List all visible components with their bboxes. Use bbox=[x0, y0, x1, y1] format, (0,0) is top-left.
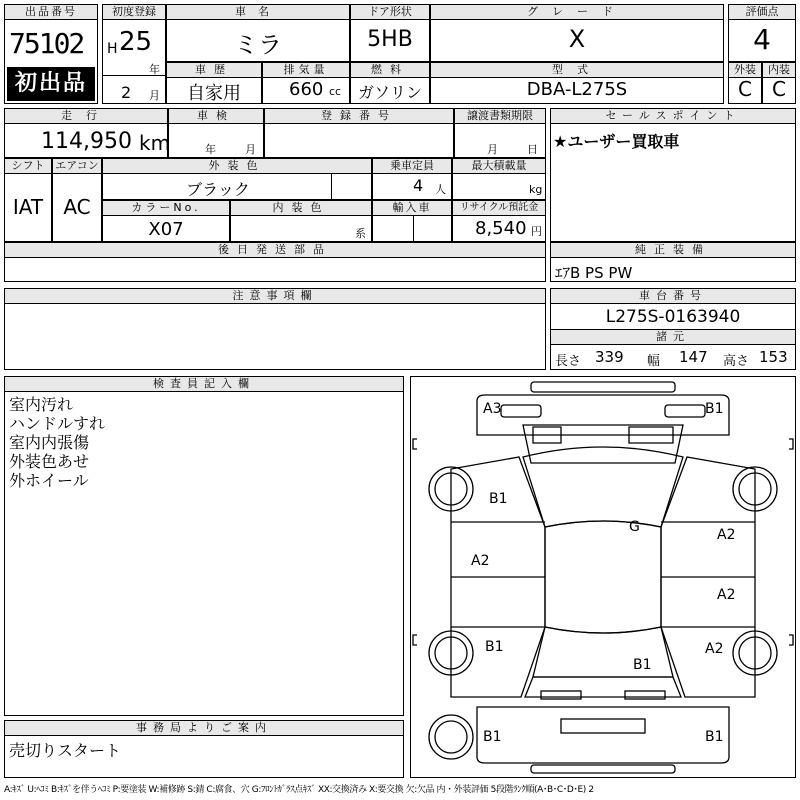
dims-label: 諸元 bbox=[551, 329, 795, 345]
note-line: ハンドルすれ bbox=[9, 414, 106, 433]
length-label: 長さ bbox=[555, 354, 582, 369]
equipment-label: 純正装備 bbox=[551, 243, 795, 258]
transfer-cell bbox=[454, 108, 546, 158]
equipment-text: ｴｱB PS PW bbox=[555, 264, 633, 282]
damage-code: B1 bbox=[489, 491, 508, 507]
inspector-cell bbox=[4, 376, 404, 716]
mileage-cell bbox=[4, 108, 171, 158]
damage-code: G bbox=[629, 519, 640, 535]
reg-number-label: 登録番号 bbox=[265, 109, 453, 124]
seats: 4 bbox=[413, 176, 424, 195]
chassis-number: L275S-0163940 bbox=[605, 307, 741, 327]
score-label: 評価点 bbox=[729, 5, 795, 20]
color-no: X07 bbox=[148, 219, 184, 240]
damage-code: B1 bbox=[705, 401, 724, 417]
later-parts-label: 後日発送部品 bbox=[5, 243, 545, 258]
damage-code: B1 bbox=[485, 639, 504, 655]
transfer-day-unit: 日 bbox=[527, 143, 538, 156]
door-type: 5HB bbox=[367, 27, 413, 52]
ac-label: エアコン bbox=[53, 159, 101, 174]
score-cell bbox=[728, 4, 796, 62]
inspection-cell bbox=[168, 108, 264, 158]
note-line: 室内汚れ bbox=[9, 395, 74, 414]
seats-cell bbox=[372, 158, 452, 200]
office-text: 売切りスタート bbox=[9, 741, 122, 760]
car-name-label: 車名 bbox=[167, 5, 349, 20]
damage-code: A2 bbox=[705, 641, 724, 657]
history-cell bbox=[166, 62, 262, 104]
notice-label: 注意事項欄 bbox=[5, 289, 545, 304]
color-cell bbox=[102, 158, 372, 200]
damage-code: B1 bbox=[633, 657, 652, 673]
lot-box bbox=[4, 4, 98, 104]
ac: AC bbox=[63, 195, 91, 219]
width-label: 幅 bbox=[647, 354, 661, 369]
shift-label: シフト bbox=[5, 159, 51, 174]
shift-cell bbox=[4, 158, 52, 242]
car-outline-diagram bbox=[411, 377, 795, 777]
import-label: 輸入車 bbox=[373, 201, 451, 216]
sales-point-label: セールスポイント bbox=[551, 109, 795, 124]
model-cell bbox=[430, 62, 724, 104]
fuel-cell bbox=[350, 62, 430, 104]
recycle-label: リサイクル預託金 bbox=[453, 201, 545, 216]
damage-code: A2 bbox=[471, 553, 490, 569]
first-listing-badge: 初出品 bbox=[7, 67, 95, 101]
transfer-month-unit: 月 bbox=[487, 143, 498, 156]
equipment-cell bbox=[550, 242, 796, 282]
grade-label: グレード bbox=[431, 5, 723, 20]
damage-code: A3 bbox=[483, 401, 502, 417]
sales-point-text: ★ユーザー買取車 bbox=[553, 132, 680, 151]
insp-year-unit: 年 bbox=[205, 143, 216, 156]
grade-cell bbox=[430, 4, 724, 62]
recycle-cell bbox=[452, 200, 546, 242]
height: 153 bbox=[759, 348, 788, 366]
displacement-unit: cc bbox=[329, 85, 342, 98]
inspection-label: 車検 bbox=[169, 109, 263, 124]
load-cell bbox=[452, 158, 546, 200]
recycle-unit: 円 bbox=[531, 225, 542, 238]
color-no-cell bbox=[102, 200, 230, 242]
shift: IAT bbox=[12, 195, 44, 219]
damage-diagram bbox=[410, 376, 796, 778]
int-cell bbox=[762, 62, 796, 104]
displacement-cell bbox=[262, 62, 350, 104]
damage-code: A2 bbox=[717, 527, 736, 543]
ext-grade: C bbox=[738, 77, 752, 101]
transfer-label: 譲渡書類期限 bbox=[455, 109, 545, 124]
mileage-unit: km bbox=[139, 131, 171, 155]
insp-month-unit: 月 bbox=[245, 143, 256, 156]
grade: X bbox=[568, 25, 586, 53]
int-color-unit: 系 bbox=[355, 227, 366, 240]
model-label: 型式 bbox=[431, 63, 723, 78]
chassis-cell bbox=[550, 288, 796, 370]
seats-unit: 人 bbox=[435, 183, 446, 196]
month-unit: 月 bbox=[149, 89, 160, 102]
sales-point-cell bbox=[550, 108, 796, 242]
displacement: 660 bbox=[289, 79, 324, 100]
reg-year: 25 bbox=[119, 27, 153, 57]
color-label: 外装色 bbox=[103, 159, 371, 174]
load-unit: kg bbox=[529, 183, 543, 196]
width: 147 bbox=[679, 348, 708, 366]
legend: A:ｷｽﾞ U:ﾍｺﾐ B:ｷｽﾞを伴うﾍｺﾐ P:要塗装 W:補修跡 S:錆 C:腐食、穴 G:ﾌﾛﾝﾄｶﾞﾗｽ点ｷｽﾞ XX:交換済み X:要交換 欠:欠品 内・外装評価 5段階ﾗﾝｸ順(A･B･C･D･E) 2 bbox=[4, 785, 594, 795]
fuel-label: 燃料 bbox=[351, 63, 429, 78]
mileage-label: 走行 bbox=[5, 109, 167, 124]
color-no-label: カラーNo. bbox=[103, 201, 229, 216]
office-cell bbox=[4, 720, 404, 778]
car-name-cell bbox=[166, 4, 350, 62]
model-code: DBA-L275S bbox=[526, 79, 628, 100]
displacement-label: 排気量 bbox=[263, 63, 349, 78]
ext-label: 外装 bbox=[729, 63, 761, 78]
inspector-label: 検査員記入欄 bbox=[5, 377, 403, 392]
recycle-fee: 8,540 bbox=[475, 218, 527, 239]
chassis-label: 車台番号 bbox=[551, 289, 795, 304]
int-grade: C bbox=[772, 77, 786, 101]
load-label: 最大積載量 bbox=[453, 159, 545, 174]
int-label: 内装 bbox=[763, 63, 795, 78]
note-line: 室内内張傷 bbox=[9, 433, 90, 452]
year-unit: 年 bbox=[149, 63, 160, 76]
int-color-label: 内装色 bbox=[231, 201, 371, 216]
first-reg-cell bbox=[102, 4, 166, 104]
first-reg-label: 初度登録 bbox=[103, 5, 165, 20]
reg-month: 2 bbox=[121, 83, 132, 102]
later-parts-cell bbox=[4, 242, 546, 282]
car-name: ミラ bbox=[234, 31, 282, 59]
ext-cell bbox=[728, 62, 762, 104]
notice-cell bbox=[4, 288, 546, 370]
mileage: 114,950 bbox=[41, 129, 132, 154]
door-label: ドア形状 bbox=[351, 5, 429, 20]
door-cell bbox=[350, 4, 430, 62]
ac-cell bbox=[52, 158, 102, 242]
note-line: 外ホイール bbox=[9, 471, 89, 490]
length: 339 bbox=[595, 348, 624, 366]
history: 自家用 bbox=[187, 83, 241, 104]
office-label: 事務局よりご案内 bbox=[5, 721, 403, 736]
damage-code: B1 bbox=[483, 729, 502, 745]
fuel: ガソリン bbox=[357, 83, 422, 102]
history-label: 車歴 bbox=[167, 63, 261, 78]
seats-label: 乗車定員 bbox=[373, 159, 451, 174]
era: H bbox=[107, 41, 118, 57]
exterior-color: ブラック bbox=[186, 180, 250, 199]
score: 4 bbox=[753, 23, 771, 56]
int-color-cell bbox=[230, 200, 372, 242]
reg-number-cell bbox=[264, 108, 454, 158]
damage-code: B1 bbox=[705, 729, 724, 745]
height-label: 高さ bbox=[723, 354, 750, 369]
lot-label: 出品番号 bbox=[5, 5, 97, 20]
note-line: 外装色あせ bbox=[9, 452, 90, 471]
inspector-notes bbox=[9, 395, 105, 490]
import-cell bbox=[372, 200, 452, 242]
lot-number: 75102 bbox=[9, 27, 84, 60]
damage-code: A2 bbox=[717, 587, 736, 603]
